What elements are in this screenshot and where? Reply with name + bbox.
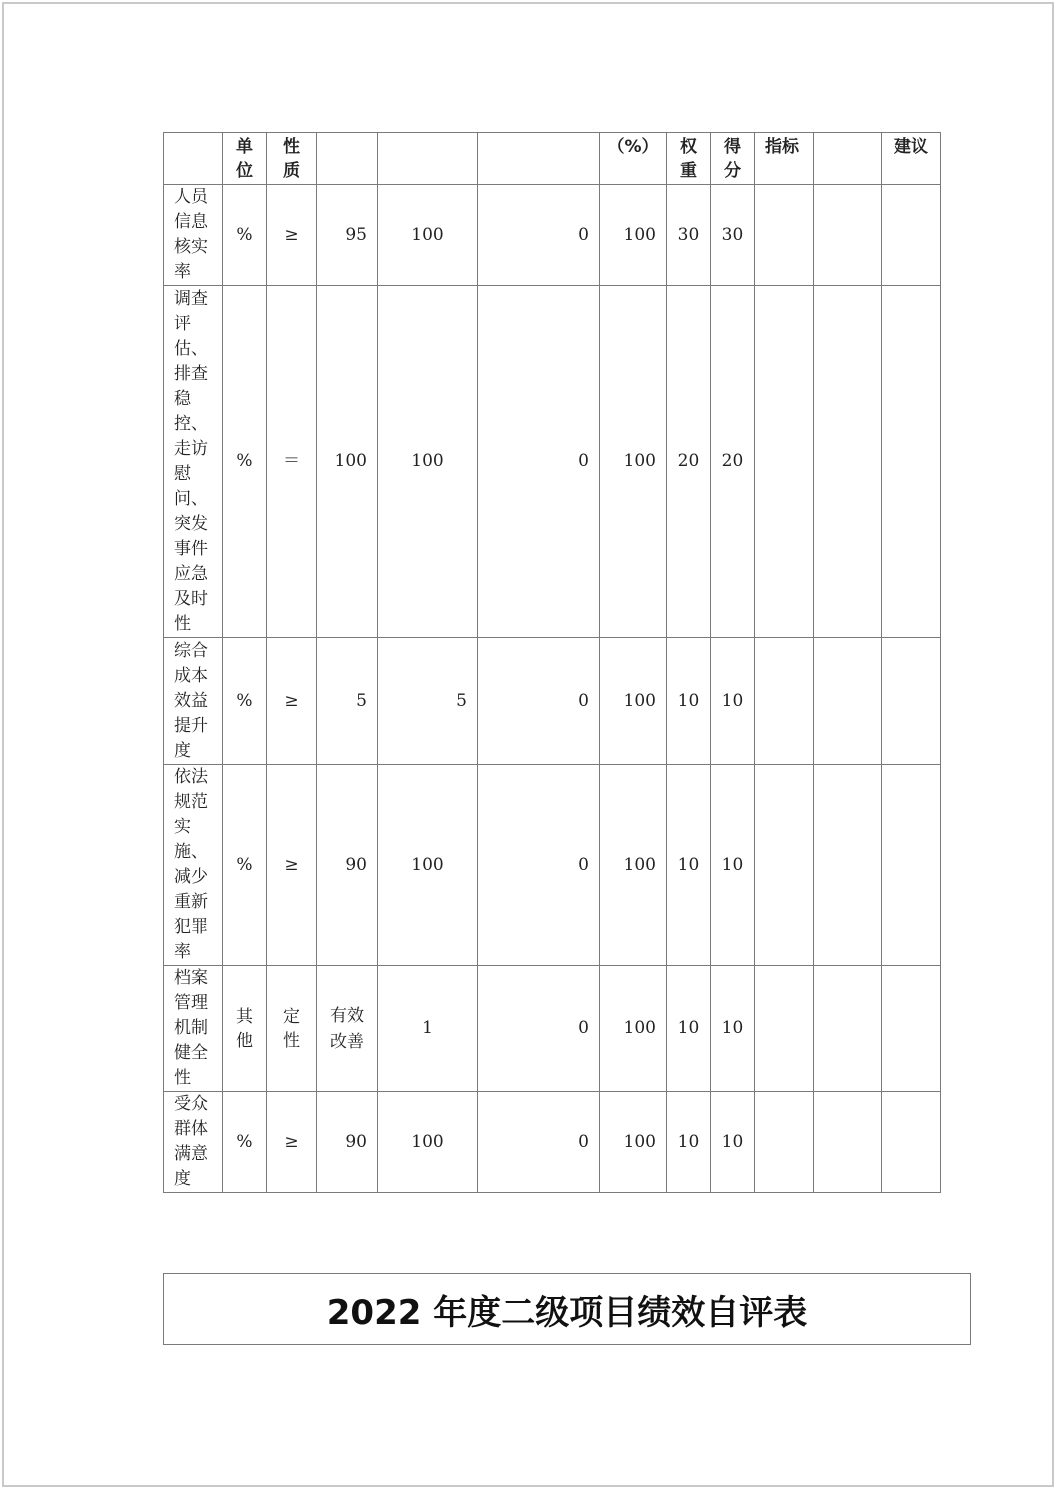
- header-cell-indicator: 指标: [755, 133, 814, 185]
- score-cell: 30: [711, 185, 755, 286]
- table-row: [164, 966, 941, 1092]
- indicator-name-cell: 依法规范实施、减少重新犯罪率: [164, 765, 223, 966]
- suggestion-cell: [882, 638, 941, 765]
- rate-cell: 100: [600, 765, 667, 966]
- header-cell-target: [317, 133, 378, 185]
- unit-cell: %: [223, 1092, 267, 1193]
- actual-cell: 100: [378, 1092, 478, 1193]
- unit-cell: %: [223, 765, 267, 966]
- deviation-cell: 0: [478, 638, 600, 765]
- weight-cell: 10: [667, 638, 711, 765]
- deviation-cell: 0: [478, 286, 600, 638]
- table-row: [164, 286, 941, 638]
- header-cell-unit: 单位: [223, 133, 267, 185]
- blank-cell: [814, 286, 882, 638]
- header-cell-score: 得分: [711, 133, 755, 185]
- deviation-cell: 0: [478, 765, 600, 966]
- indicator-cell: [755, 638, 814, 765]
- suggestion-cell: [882, 1092, 941, 1193]
- weight-cell: 10: [667, 966, 711, 1092]
- operator-cell: ≥: [267, 185, 317, 286]
- score-cell: 20: [711, 286, 755, 638]
- operator-cell: ＝: [267, 286, 317, 638]
- blank-cell: [814, 638, 882, 765]
- header-cell-suggestion: 建议: [882, 133, 941, 185]
- blank-cell: [814, 765, 882, 966]
- header-cell-actual: [378, 133, 478, 185]
- indicator-name-cell: 调查评估、排查稳控、走访慰问、突发事件应急及时性: [164, 286, 223, 638]
- suggestion-cell: [882, 765, 941, 966]
- actual-cell: 1: [378, 966, 478, 1092]
- deviation-cell: 0: [478, 1092, 600, 1193]
- rate-cell: 100: [600, 1092, 667, 1193]
- weight-cell: 10: [667, 765, 711, 966]
- suggestion-cell: [882, 966, 941, 1092]
- indicator-name-cell: 档案管理机制健全性: [164, 966, 223, 1092]
- table-row: [164, 638, 941, 765]
- rate-cell: 100: [600, 966, 667, 1092]
- table-row: [164, 185, 941, 286]
- table-header-row: [164, 133, 941, 185]
- score-cell: 10: [711, 966, 755, 1092]
- rate-cell: 100: [600, 638, 667, 765]
- operator-cell: ≥: [267, 1092, 317, 1193]
- indicator-cell: [755, 966, 814, 1092]
- form-title-box: [163, 1273, 971, 1345]
- form-title: 2022 年度二级项目绩效自评表: [326, 1292, 808, 1333]
- indicator-cell: [755, 286, 814, 638]
- unit-cell: %: [223, 286, 267, 638]
- actual-cell: 100: [378, 286, 478, 638]
- actual-cell: 5: [378, 638, 478, 765]
- indicator-name-cell: 综合成本效益提升度: [164, 638, 223, 765]
- rate-cell: 100: [600, 185, 667, 286]
- target-cell: 95: [317, 185, 378, 286]
- score-cell: 10: [711, 1092, 755, 1193]
- weight-cell: 30: [667, 185, 711, 286]
- score-cell: 10: [711, 638, 755, 765]
- target-cell: 有效改善: [317, 966, 378, 1092]
- score-cell: 10: [711, 765, 755, 966]
- operator-cell: ≥: [267, 638, 317, 765]
- actual-cell: 100: [378, 185, 478, 286]
- table-row: [164, 765, 941, 966]
- indicator-name-cell: 受众群体满意度: [164, 1092, 223, 1193]
- operator-cell: ≥: [267, 765, 317, 966]
- suggestion-cell: [882, 185, 941, 286]
- indicator-cell: [755, 765, 814, 966]
- header-cell-rate: （%）: [600, 133, 667, 185]
- blank-cell: [814, 966, 882, 1092]
- deviation-cell: 0: [478, 185, 600, 286]
- rate-cell: 100: [600, 286, 667, 638]
- weight-cell: 10: [667, 1092, 711, 1193]
- performance-indicator-table: [163, 132, 941, 1193]
- header-cell-name: [164, 133, 223, 185]
- target-cell: 5: [317, 638, 378, 765]
- header-cell-weight: 权重: [667, 133, 711, 185]
- unit-cell: 其他: [223, 966, 267, 1092]
- weight-cell: 20: [667, 286, 711, 638]
- actual-cell: 100: [378, 765, 478, 966]
- unit-cell: %: [223, 638, 267, 765]
- header-cell-deviation: [478, 133, 600, 185]
- header-cell-blank: [814, 133, 882, 185]
- table-row: [164, 1092, 941, 1193]
- target-cell: 100: [317, 286, 378, 638]
- indicator-cell: [755, 1092, 814, 1193]
- operator-cell: 定性: [267, 966, 317, 1092]
- blank-cell: [814, 1092, 882, 1193]
- deviation-cell: 0: [478, 966, 600, 1092]
- target-cell: 90: [317, 1092, 378, 1193]
- indicator-name-cell: 人员信息核实率: [164, 185, 223, 286]
- indicator-cell: [755, 185, 814, 286]
- unit-cell: %: [223, 185, 267, 286]
- target-cell: 90: [317, 765, 378, 966]
- suggestion-cell: [882, 286, 941, 638]
- blank-cell: [814, 185, 882, 286]
- header-cell-nature: 性质: [267, 133, 317, 185]
